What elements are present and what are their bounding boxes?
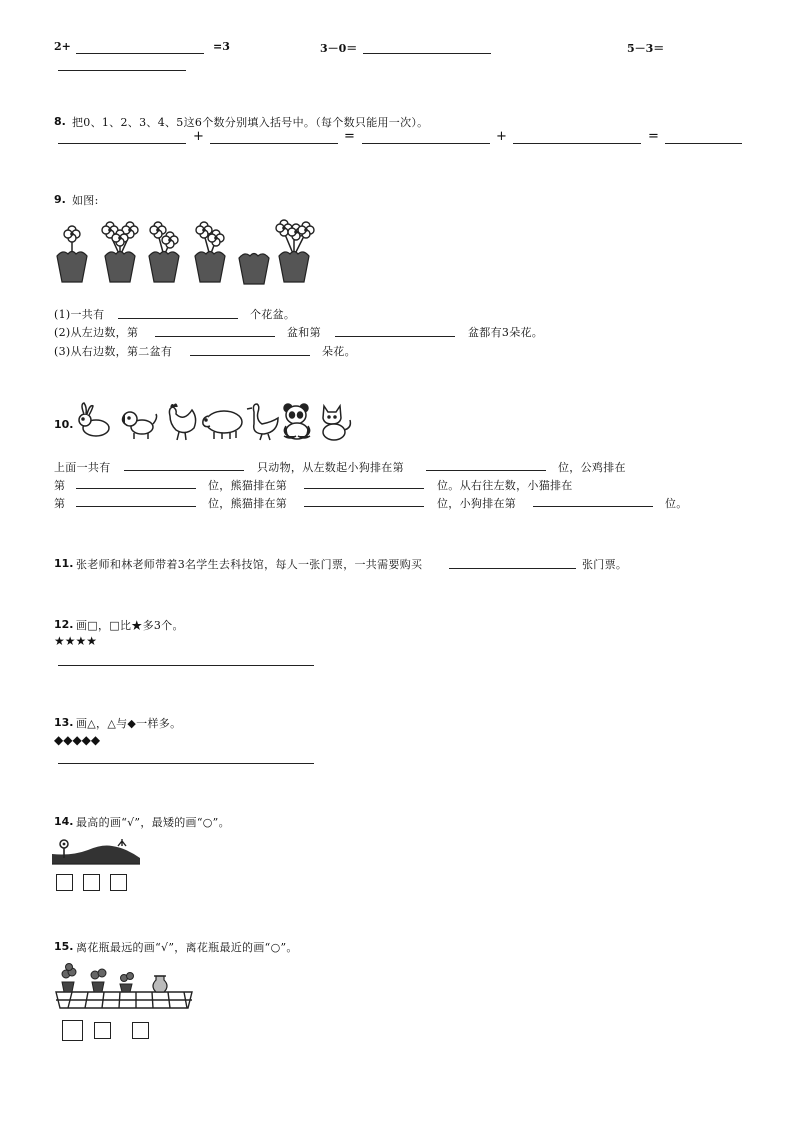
question-15-text: 离花瓶最远的画“√”，离花瓶最近的画“○”。 bbox=[76, 941, 298, 954]
answer-blank-b[interactable] bbox=[363, 53, 491, 54]
question-number-15: 15. bbox=[54, 940, 74, 953]
answer-blank-c[interactable] bbox=[58, 70, 186, 71]
rooster-icon bbox=[169, 404, 195, 440]
question-number-10: 10. bbox=[54, 418, 74, 431]
q8-equals-1: = bbox=[344, 129, 355, 144]
eq-a-left: 2+ bbox=[54, 40, 71, 53]
q13-drawing-line[interactable] bbox=[58, 763, 314, 764]
q10-line2-suffix: 位。从右往左数，小猫排在 bbox=[437, 479, 573, 492]
eq-b: 3－0＝ bbox=[320, 42, 358, 55]
question-13-text: 画△，△与◆一样多。 bbox=[76, 717, 182, 730]
answer-blank-a[interactable] bbox=[76, 53, 204, 54]
q10-line3-middle2: 位，小狗排在第 bbox=[437, 497, 517, 510]
q9-sub2-suffix: 盆都有3朵花。 bbox=[468, 326, 544, 339]
q10-line1-suffix: 位，公鸡排在 bbox=[558, 461, 626, 474]
q10-blank-panda-right[interactable] bbox=[304, 506, 424, 507]
q9-sub1-prefix: (1)一共有 bbox=[54, 308, 105, 321]
q8-blank-2[interactable] bbox=[210, 143, 338, 144]
q10-line3-middle: 位，熊猫排在第 bbox=[208, 497, 288, 510]
q14-answer-box-3[interactable] bbox=[110, 874, 127, 891]
sheep-icon bbox=[203, 411, 242, 439]
q8-blank-1[interactable] bbox=[58, 143, 186, 144]
q11-answer-blank[interactable] bbox=[449, 568, 576, 569]
q13-diamonds: ◆◆◆◆◆ bbox=[54, 733, 101, 747]
potted-plant-3 bbox=[120, 973, 134, 993]
q10-blank-count[interactable] bbox=[124, 470, 244, 471]
question-number-8: 8. bbox=[54, 115, 66, 128]
flower-pot-2 bbox=[102, 222, 138, 282]
q10-line1-prefix: 上面一共有 bbox=[54, 461, 111, 474]
flower-pot-1 bbox=[57, 226, 87, 282]
q8-blank-4[interactable] bbox=[513, 143, 641, 144]
potted-plant-2 bbox=[91, 969, 106, 992]
vase-icon bbox=[153, 976, 167, 992]
q15-answer-box-3[interactable] bbox=[132, 1022, 149, 1039]
question-number-9: 9. bbox=[54, 193, 66, 206]
q12-drawing-line[interactable] bbox=[58, 665, 314, 666]
q14-answer-box-2[interactable] bbox=[83, 874, 100, 891]
q8-equals-2: = bbox=[648, 129, 659, 144]
q10-line3-prefix: 第 bbox=[54, 497, 66, 510]
q10-blank-cat-right[interactable] bbox=[76, 506, 196, 507]
goose-icon bbox=[247, 404, 278, 440]
q8-plus-1: + bbox=[193, 129, 204, 144]
animals-illustration bbox=[76, 402, 356, 442]
q15-answer-box-1[interactable] bbox=[62, 1020, 83, 1041]
q9-sub3-suffix: 朵花。 bbox=[322, 345, 356, 358]
question-14-text: 最高的画“√”，最矮的画“○”。 bbox=[76, 816, 230, 829]
q10-blank-panda-left[interactable] bbox=[304, 488, 424, 489]
q10-line3-suffix: 位。 bbox=[665, 497, 688, 510]
q8-blank-3[interactable] bbox=[362, 143, 490, 144]
q10-line2-prefix: 第 bbox=[54, 479, 66, 492]
cat-icon bbox=[323, 406, 350, 440]
rabbit-icon bbox=[79, 403, 109, 436]
q9-sub2-middle: 盆和第 bbox=[287, 326, 321, 339]
q9-sub3-prefix: (3)从右边数，第二盆有 bbox=[54, 345, 173, 358]
question-11-text: 张老师和林老师带着3名学生去科技馆，每人一张门票，一共需要购买 bbox=[76, 558, 423, 571]
flower-pot-3 bbox=[149, 222, 179, 282]
question-12-text: 画□，□比★多3个。 bbox=[76, 619, 184, 632]
q9-sub2-prefix: (2)从左边数，第 bbox=[54, 326, 139, 339]
potted-plant-1 bbox=[62, 964, 76, 993]
tree-icon bbox=[118, 839, 126, 846]
q8-blank-5[interactable] bbox=[665, 143, 742, 144]
question-number-13: 13. bbox=[54, 716, 74, 729]
question-number-14: 14. bbox=[54, 815, 74, 828]
panda-icon bbox=[284, 404, 310, 439]
q9-sub2-blank-2[interactable] bbox=[335, 336, 455, 337]
dog-icon bbox=[123, 412, 157, 439]
q9-sub3-blank[interactable] bbox=[190, 355, 310, 356]
vase-distance-illustration bbox=[52, 962, 196, 1014]
eq-a-right: =3 bbox=[213, 40, 230, 53]
q10-blank-dog-right[interactable] bbox=[533, 506, 653, 507]
height-comparison-illustration bbox=[52, 836, 144, 870]
question-number-11: 11. bbox=[54, 557, 74, 570]
question-9-text: 如图: bbox=[72, 194, 99, 207]
q10-line1-middle: 只动物，从左数起小狗排在第 bbox=[257, 461, 404, 474]
flower-pot-6 bbox=[276, 220, 314, 282]
flower-pot-5 bbox=[239, 254, 269, 285]
question-11-suffix: 张门票。 bbox=[582, 558, 628, 571]
eq-c: 5－3＝ bbox=[627, 42, 665, 55]
q9-sub2-blank-1[interactable] bbox=[155, 336, 275, 337]
q15-answer-box-2[interactable] bbox=[94, 1022, 111, 1039]
q10-blank-dog-left[interactable] bbox=[426, 470, 546, 471]
q14-answer-box-1[interactable] bbox=[56, 874, 73, 891]
q10-line2-middle: 位，熊猫排在第 bbox=[208, 479, 288, 492]
q8-plus-2: + bbox=[496, 129, 507, 144]
question-number-12: 12. bbox=[54, 618, 74, 631]
question-8-text: 把0、1、2、3、4、5这6个数分别填入括号中。（每个数只能用一次）。 bbox=[72, 116, 429, 129]
flower-pot-4 bbox=[195, 222, 225, 282]
flower-pots-illustration bbox=[54, 218, 324, 288]
q12-stars: ★★★★ bbox=[54, 634, 98, 648]
q9-sub1-suffix: 个花盆。 bbox=[250, 308, 296, 321]
q10-blank-rooster-left[interactable] bbox=[76, 488, 196, 489]
q9-sub1-blank[interactable] bbox=[118, 318, 238, 319]
